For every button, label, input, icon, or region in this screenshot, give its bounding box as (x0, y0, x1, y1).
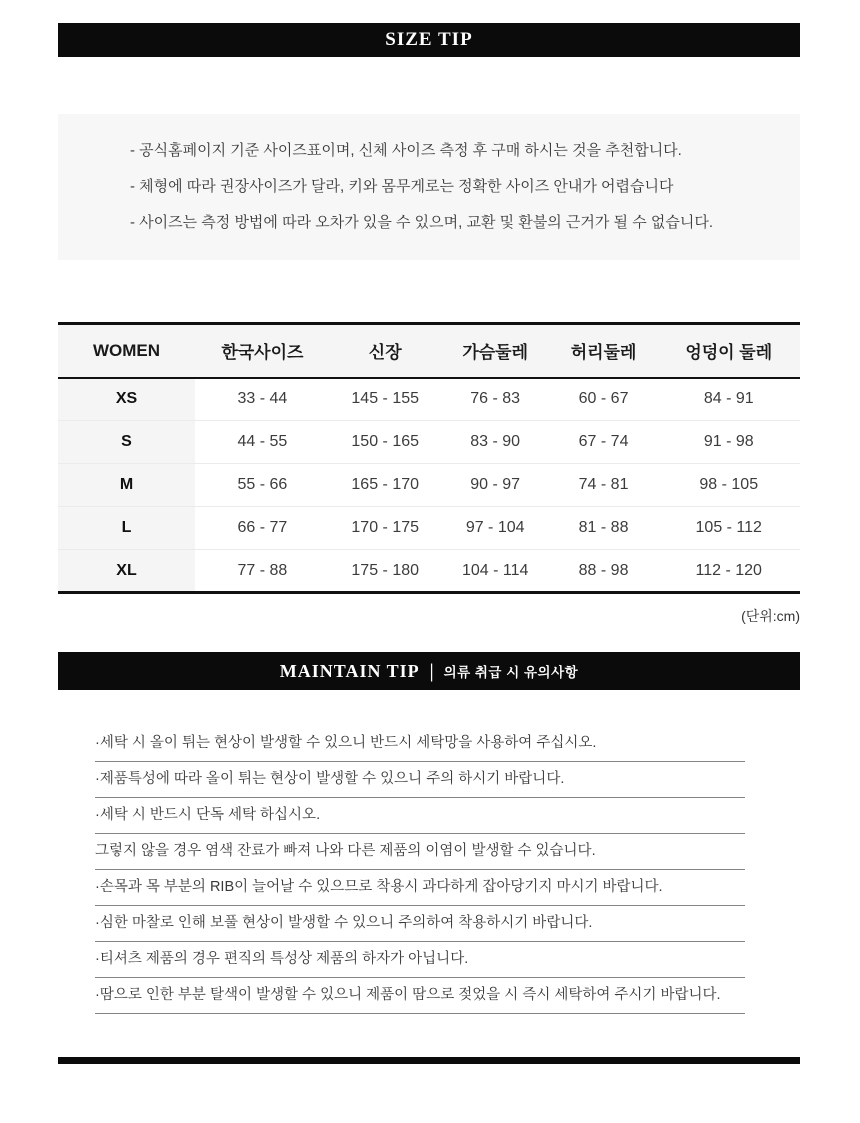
maintain-tip-title: MAINTAIN TIP (279, 660, 420, 681)
care-instruction: 그렇지 않을 경우 염색 잔료가 빠져 나와 다른 제품의 이염이 발생할 수 있습니다. (95, 834, 745, 870)
maintain-tip-divider: | (429, 659, 434, 683)
table-cell: 76 - 83 (470, 390, 521, 408)
table-row (58, 421, 800, 464)
maintain-tip-subtitle: 의류 취급 시 유의사항 (443, 665, 579, 680)
table-cell: 83 - 90 (441, 421, 550, 464)
table-cell: 91 - 98 (657, 421, 800, 464)
column-header-waist: 허리둘레 (550, 324, 658, 378)
care-instruction: ·세탁 시 반드시 단독 세탁 하십시오. (95, 798, 745, 834)
size-tip-title: SIZE TIP (385, 29, 473, 50)
care-instruction: ·티셔츠 제품의 경우 편직의 특성상 제품의 하자가 아닙니다. (95, 942, 745, 978)
table-cell: 88 - 98 (550, 550, 658, 593)
table-row (58, 507, 800, 550)
table-cell: 175 - 180 (330, 550, 441, 593)
table-row (58, 464, 800, 507)
table-cell: 105 - 112 (657, 507, 800, 550)
table-cell: 165 - 170 (330, 464, 441, 507)
care-instructions-list (95, 726, 745, 1014)
care-instruction: ·심한 마찰로 인해 보풀 현상이 발생할 수 있으니 주의하여 착용하시기 바랍니다. (95, 906, 745, 942)
table-cell: 74 - 81 (550, 464, 658, 507)
size-table-header-row (58, 324, 800, 378)
table-cell: 112 - 120 (657, 550, 800, 593)
size-label: XL (58, 550, 195, 593)
table-cell: 44 - 55 (195, 421, 330, 464)
size-note: - 사이즈는 측정 방법에 따라 오차가 있을 수 있으며, 교환 및 환불의 근거가 될 수 없습니다. (130, 214, 713, 231)
size-label: XS (58, 378, 195, 421)
bottom-divider (58, 1057, 800, 1064)
table-cell: 98 - 105 (657, 464, 800, 507)
table-cell: 33 - 44 (237, 390, 288, 408)
table-cell: 170 - 175 (330, 507, 441, 550)
table-cell: 77 - 88 (195, 550, 330, 593)
size-tip-header-bar (58, 23, 800, 57)
table-cell: 145 - 155 (351, 390, 420, 408)
size-notes-box (58, 114, 800, 260)
care-instruction: ·제품특성에 따라 올이 튀는 현상이 발생할 수 있으니 주의 하시기 바랍니다. (95, 762, 745, 798)
size-note: - 공식홈페이지 기준 사이즈표이며, 신체 사이즈 측정 후 구매 하시는 것을 추천합니다. (130, 142, 682, 159)
column-header-korean-size: 한국사이즈 (195, 324, 330, 378)
column-header-hip: 엉덩이 둘레 (657, 324, 800, 378)
unit-note: (단위:cm) (741, 608, 800, 624)
size-table-body (58, 378, 800, 593)
size-label: M (58, 464, 195, 507)
table-cell: 66 - 77 (195, 507, 330, 550)
table-row (58, 378, 800, 421)
maintain-tip-header-bar (58, 652, 800, 690)
table-cell: 90 - 97 (441, 464, 550, 507)
column-header-chest: 가슴둘레 (441, 324, 550, 378)
page-content (58, 23, 800, 1064)
table-cell: 55 - 66 (195, 464, 330, 507)
care-instruction: ·세탁 시 올이 튀는 현상이 발생할 수 있으니 반드시 세탁망을 사용하여 주십시오. (95, 726, 745, 762)
care-instruction: ·땀으로 인한 부분 탈색이 발생할 수 있으니 제품이 땀으로 젖었을 시 즉시 세탁하여 주시기 바랍니다. (95, 978, 745, 1014)
size-label: S (58, 421, 195, 464)
size-table (58, 322, 800, 594)
column-header-height: 신장 (330, 324, 441, 378)
size-label: L (58, 507, 195, 550)
table-cell: 84 - 91 (703, 390, 754, 408)
size-note: - 체형에 따라 권장사이즈가 달라, 키와 몸무게로는 정확한 사이즈 안내가 어렵습니다 (130, 178, 674, 195)
size-table-header (58, 324, 800, 378)
table-cell: 67 - 74 (550, 421, 658, 464)
care-instruction: ·손목과 목 부분의 RIB이 늘어날 수 있으므로 착용시 과다하게 잡아당기지 마시기 바랍니다. (95, 870, 745, 906)
table-cell: 150 - 165 (330, 421, 441, 464)
table-cell: 81 - 88 (550, 507, 658, 550)
table-row (58, 550, 800, 593)
table-cell: 104 - 114 (441, 550, 550, 593)
column-header-women: WOMEN (58, 324, 195, 378)
table-cell: 60 - 67 (578, 390, 629, 408)
table-cell: 97 - 104 (441, 507, 550, 550)
